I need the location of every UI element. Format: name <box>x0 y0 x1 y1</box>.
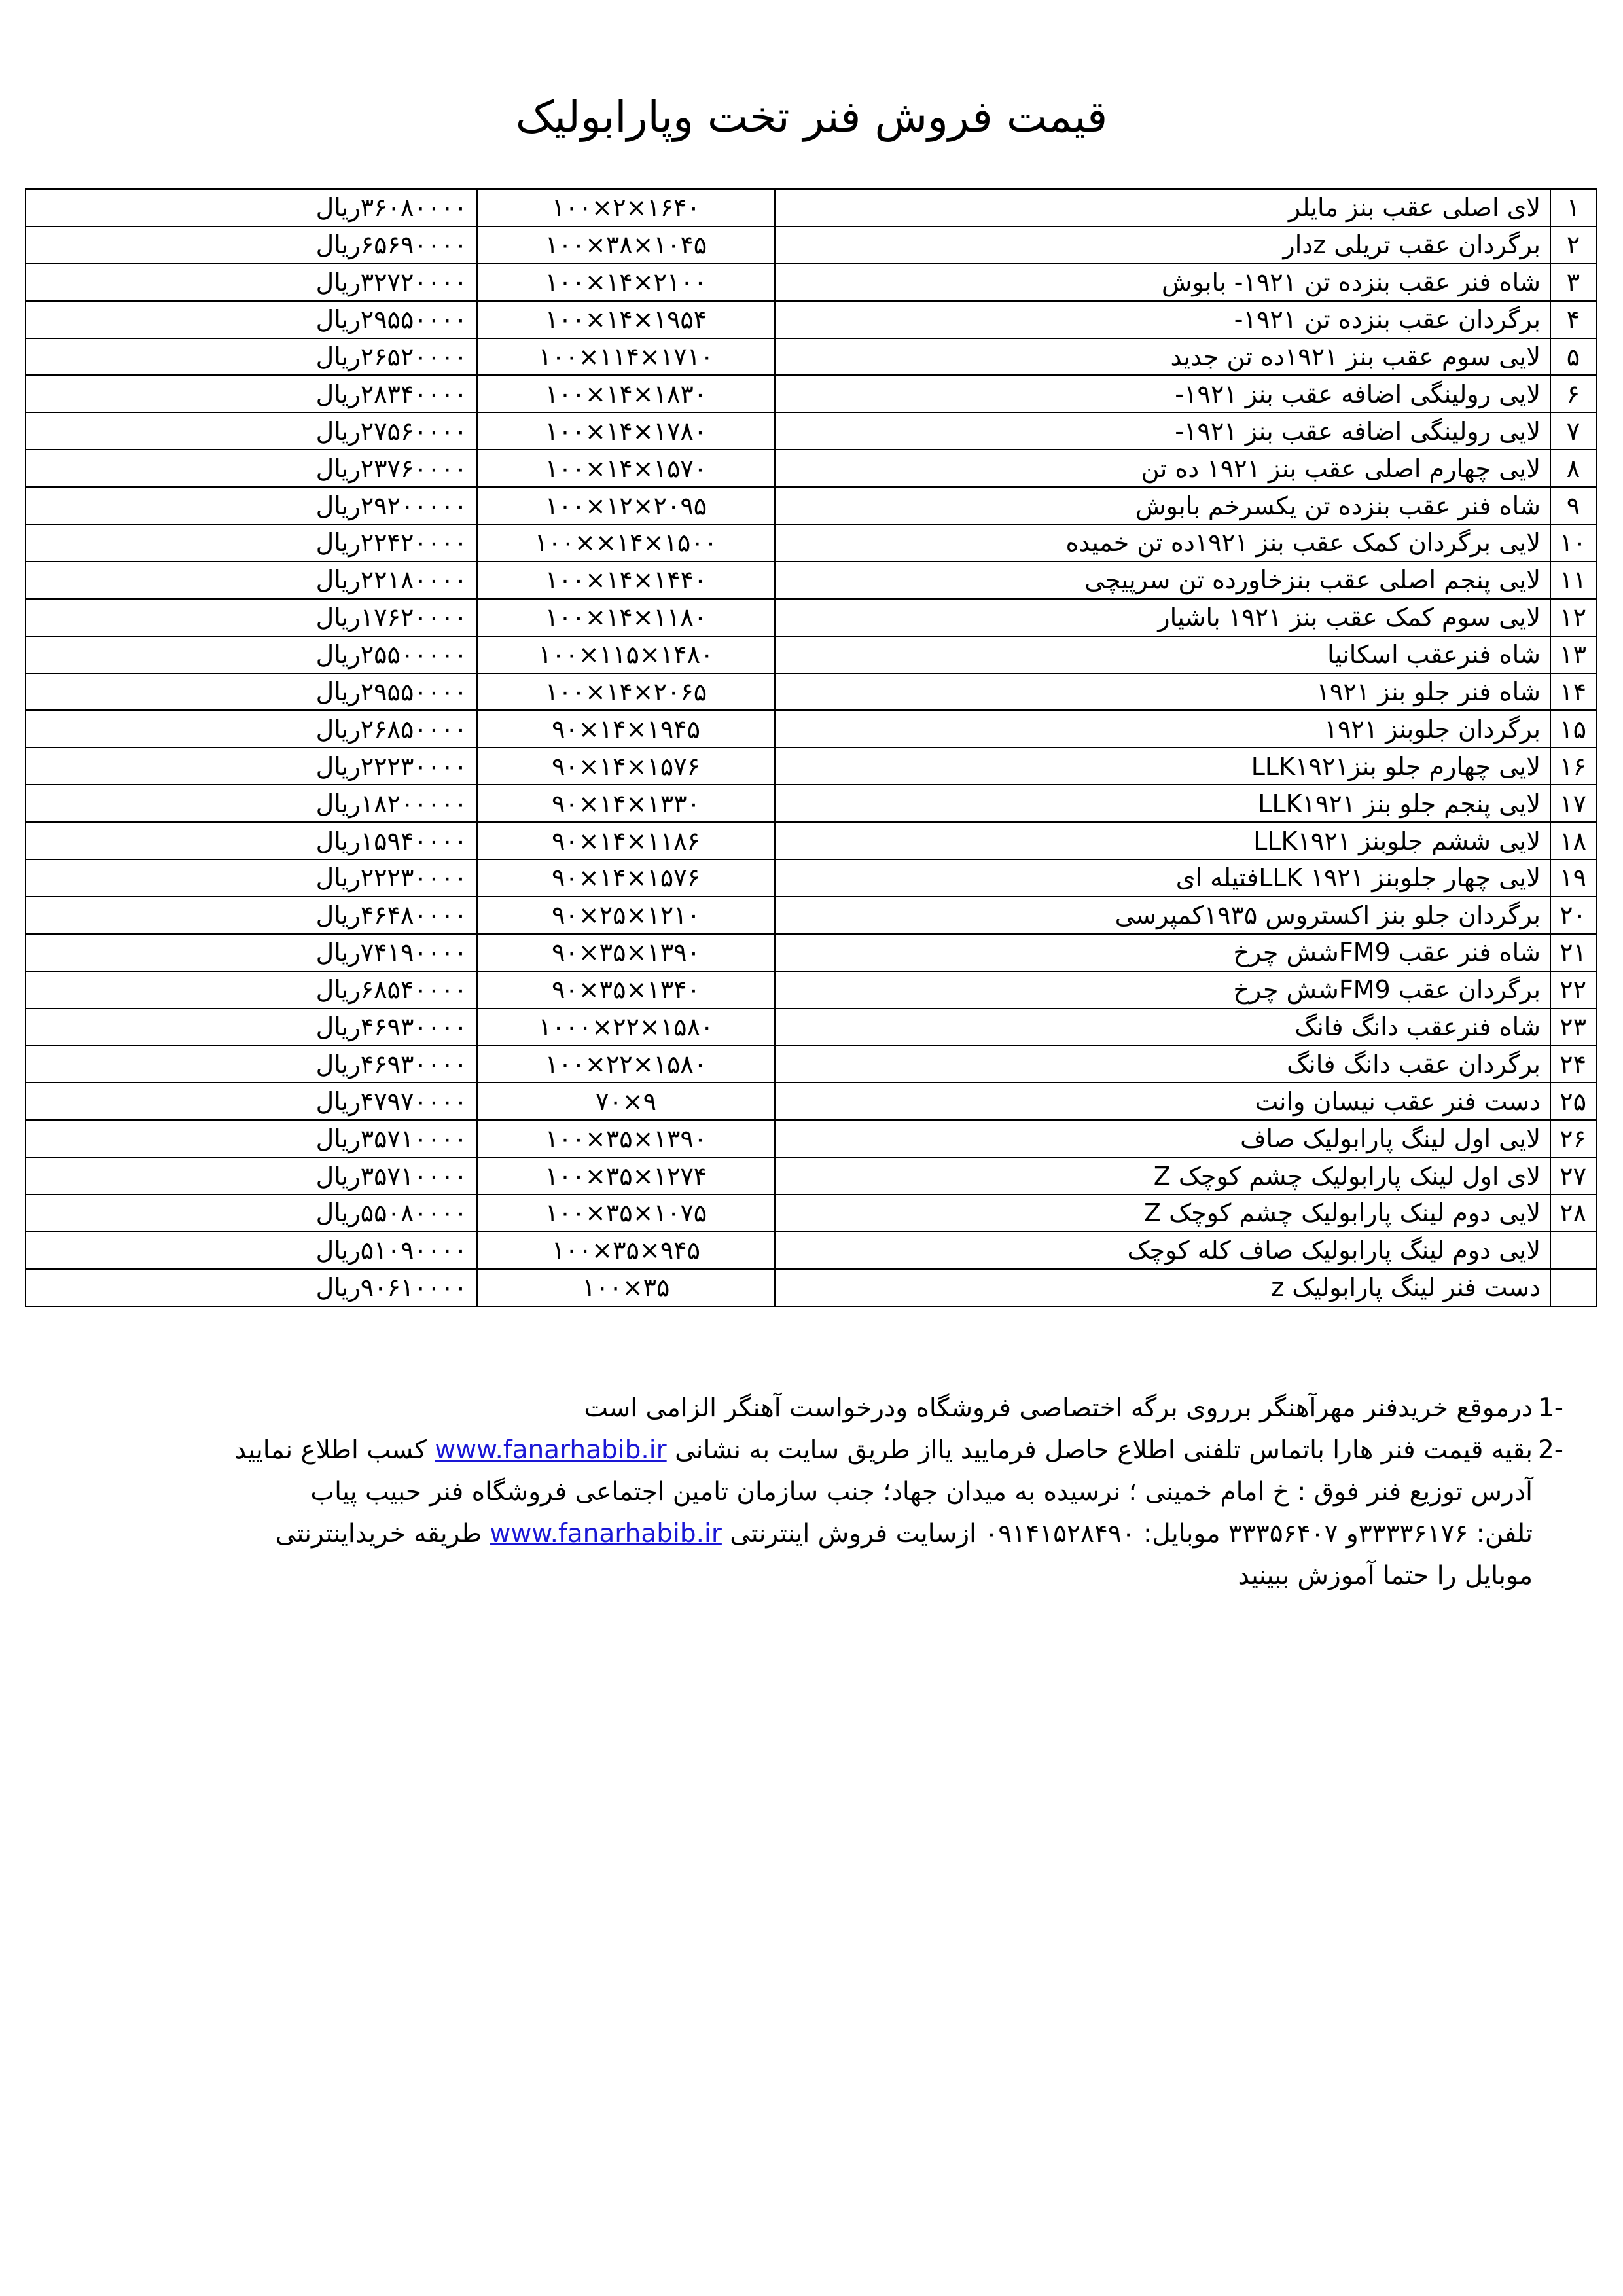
dimensions-cell: ۱۰۰×۱۴×۱۱۸۰ <box>477 599 775 636</box>
product-name-cell: لای اصلی عقب بنز مایلر <box>775 189 1550 226</box>
document-title: قیمت فروش فنر تخت وپارابولیک <box>515 92 1108 142</box>
price-cell: ۲۲۲۳۰۰۰۰ریال <box>26 859 477 897</box>
row-number-cell: ۲۶ <box>1550 1120 1596 1157</box>
dimensions-cell: ۹۰×۱۴×۱۱۸۶ <box>477 822 775 859</box>
dimensions-cell: ۱۰۰×۱۱۵×۱۴۸۰ <box>477 636 775 673</box>
price-cell: ۳۵۷۱۰۰۰۰ریال <box>26 1157 477 1194</box>
product-name-cell: برگردان عقب بنزده تن ۱۹۲۱- <box>775 301 1550 338</box>
price-cell: ۲۵۵۰۰۰۰۰ریال <box>26 636 477 673</box>
table-row <box>26 1009 1596 1046</box>
price-cell: ۴۶۹۳۰۰۰۰ریال <box>26 1045 477 1083</box>
table-row <box>26 1269 1596 1306</box>
table-row <box>26 524 1596 562</box>
dimensions-cell: ۱۰۰×۳۵ <box>477 1269 775 1306</box>
notes-section <box>79 1388 1597 1597</box>
dimensions-cell: ۱۰۰×۳۵×۹۴۵ <box>477 1232 775 1269</box>
price-cell: ۴۶۴۸۰۰۰۰ریال <box>26 897 477 934</box>
row-number-cell <box>1550 1232 1596 1269</box>
table-row <box>26 487 1596 524</box>
row-number-cell: ۸ <box>1550 450 1596 487</box>
dimensions-cell: ۱۰۰۰×۲۲×۱۵۸۰ <box>477 1009 775 1046</box>
price-cell: ۶۵۶۹۰۰۰۰ریال <box>26 226 477 264</box>
table-row <box>26 934 1596 971</box>
website-link[interactable]: www.fanarhabib.ir <box>435 1435 667 1465</box>
row-number-cell: ۱۴ <box>1550 673 1596 711</box>
row-number-cell: ۲۵ <box>1550 1083 1596 1120</box>
price-table-body <box>26 189 1596 1306</box>
last-line <box>79 1555 1597 1597</box>
price-cell: ۳۲۷۲۰۰۰۰ریال <box>26 264 477 301</box>
price-cell: ۲۲۱۸۰۰۰۰ریال <box>26 562 477 599</box>
price-table <box>25 188 1597 1307</box>
dimensions-cell: ۱۰۰×۱۴×۱۵۷۰ <box>477 450 775 487</box>
table-row <box>26 1083 1596 1120</box>
table-row <box>26 1120 1596 1157</box>
dimensions-cell: ۹۰×۲۵×۱۲۱۰ <box>477 897 775 934</box>
price-cell: ۶۸۵۴۰۰۰۰ریال <box>26 971 477 1009</box>
price-cell: ۲۶۸۵۰۰۰۰ریال <box>26 710 477 747</box>
row-number-cell: ۵ <box>1550 338 1596 376</box>
dimensions-cell: ۱۰۰×۳۸×۱۰۴۵ <box>477 226 775 264</box>
dimensions-cell: ۱۰۰×۳۵×۱۲۷۴ <box>477 1157 775 1194</box>
table-row <box>26 226 1596 264</box>
product-name-cell: لایی دوم لینگ پارابولیک صاف کله کوچک <box>775 1232 1550 1269</box>
row-number-cell: ۱۹ <box>1550 859 1596 897</box>
table-row <box>26 562 1596 599</box>
price-cell: ۳۶۰۸۰۰۰۰ریال <box>26 189 477 226</box>
product-name-cell: شاه فنر عقب بنزده تن یکسرخم بابوش <box>775 487 1550 524</box>
table-row <box>26 673 1596 711</box>
product-name-cell: شاه فنرعقب دانگ فانگ <box>775 1009 1550 1046</box>
table-row <box>26 450 1596 487</box>
phones-text: تلفن: ۳۳۳۳۶۱۷۶و ۳۳۳۵۶۴۰۷ موبایل: ۰۹۱۴۱۵۲۸۴۹۰ ازسایت فروش اینترنتی <box>730 1519 1533 1549</box>
product-name-cell: لایی پنجم اصلی عقب بنزخاورده تن سرپیچی <box>775 562 1550 599</box>
row-number-cell: ۱ <box>1550 189 1596 226</box>
product-name-cell: لایی برگردان کمک عقب بنز ۱۹۲۱ده تن خمیده <box>775 524 1550 562</box>
row-number-cell: ۲۲ <box>1550 971 1596 1009</box>
product-name-cell: لایی رولینگی اضافه عقب بنز ۱۹۲۱- <box>775 412 1550 450</box>
dimensions-cell: ۱۰۰×۱۲×۲۰۹۵ <box>477 487 775 524</box>
note-2-marker: 2- <box>1538 1435 1563 1465</box>
table-row <box>26 1194 1596 1232</box>
product-name-cell: لایی دوم لینک پارابولیک چشم کوچک Z <box>775 1194 1550 1232</box>
price-cell: ۷۴۱۹۰۰۰۰ریال <box>26 934 477 971</box>
price-cell: ۲۹۵۵۰۰۰۰ریال <box>26 673 477 711</box>
note-2 <box>79 1429 1597 1471</box>
product-name-cell: لایی سوم کمک عقب بنز ۱۹۲۱ باشیار <box>775 599 1550 636</box>
price-cell: ۲۷۵۶۰۰۰۰ریال <box>26 412 477 450</box>
row-number-cell: ۲۳ <box>1550 1009 1596 1046</box>
dimensions-cell: ۱۰۰×۱۴×۱۴۴۰ <box>477 562 775 599</box>
row-number-cell: ۲۸ <box>1550 1194 1596 1232</box>
product-name-cell: شاه فنر عقب بنزده تن ۱۹۲۱- بابوش <box>775 264 1550 301</box>
row-number-cell: ۶ <box>1550 375 1596 412</box>
note-1-marker: 1- <box>1538 1393 1563 1423</box>
product-name-cell: برگردان عقب دانگ فانگ <box>775 1045 1550 1083</box>
price-cell: ۲۹۵۵۰۰۰۰ریال <box>26 301 477 338</box>
dimensions-cell: ۹۰×۱۴×۱۹۴۵ <box>477 710 775 747</box>
table-row <box>26 599 1596 636</box>
dimensions-cell: ۱۰۰×۳۵×۱۳۹۰ <box>477 1120 775 1157</box>
price-cell: ۲۲۴۲۰۰۰۰ریال <box>26 524 477 562</box>
product-name-cell: شاه فنرعقب اسکانیا <box>775 636 1550 673</box>
phones-line <box>79 1513 1597 1555</box>
table-row <box>26 1232 1596 1269</box>
product-name-cell: برگردان جلو بنز اکستروس ۱۹۳۵کمپرسی <box>775 897 1550 934</box>
dimensions-cell: ۱۰۰×۱۴×۱۷۸۰ <box>477 412 775 450</box>
row-number-cell <box>1550 1269 1596 1306</box>
product-name-cell: برگردان عقب FM9شش چرخ <box>775 971 1550 1009</box>
price-cell: ۲۶۵۲۰۰۰۰ریال <box>26 338 477 376</box>
table-row <box>26 636 1596 673</box>
row-number-cell: ۱۶ <box>1550 747 1596 785</box>
dimensions-cell: ۱۰۰××۱۴×۱۵۰۰ <box>477 524 775 562</box>
row-number-cell: ۳ <box>1550 264 1596 301</box>
price-cell: ۴۶۹۳۰۰۰۰ریال <box>26 1009 477 1046</box>
phones-tail: طریقه خریداینترنتی <box>275 1519 482 1549</box>
row-number-cell: ۲۰ <box>1550 897 1596 934</box>
product-name-cell: لایی چهارم جلو بنزLLK۱۹۲۱ <box>775 747 1550 785</box>
dimensions-cell: ۱۰۰×۲×۱۶۴۰ <box>477 189 775 226</box>
row-number-cell: ۹ <box>1550 487 1596 524</box>
table-row <box>26 1157 1596 1194</box>
price-cell: ۴۷۹۷۰۰۰۰ریال <box>26 1083 477 1120</box>
price-cell: ۲۸۳۴۰۰۰۰ریال <box>26 375 477 412</box>
row-number-cell: ۱۷ <box>1550 785 1596 822</box>
address-text: آدرس توزیع فنر فوق : خ امام خمینی ؛ نرسیده به میدان جهاد؛ جنب سازمان تامین اجتماعی فروشگاه فنر حبیب پیاب <box>310 1477 1533 1507</box>
price-cell: ۲۹۲۰۰۰۰۰ریال <box>26 487 477 524</box>
product-name-cell: برگردان عقب تریلی zدار <box>775 226 1550 264</box>
price-cell: ۲۳۷۶۰۰۰۰ریال <box>26 450 477 487</box>
dimensions-cell: ۱۰۰×۱۴×۱۹۵۴ <box>477 301 775 338</box>
product-name-cell: لای اول لینک پارابولیک چشم کوچک Z <box>775 1157 1550 1194</box>
note-1-text: درموقع خریدفنر مهرآهنگر برروی برگه اختصاصی فروشگاه ودرخواست آهنگر الزامی است <box>584 1393 1533 1423</box>
product-name-cell: لایی رولینگی اضافه عقب بنز ۱۹۲۱- <box>775 375 1550 412</box>
table-row <box>26 785 1596 822</box>
dimensions-cell: ۱۰۰×۱۱۴×۱۷۱۰ <box>477 338 775 376</box>
product-name-cell: لایی پنجم جلو بنز LLK۱۹۲۱ <box>775 785 1550 822</box>
price-cell: ۳۵۷۱۰۰۰۰ریال <box>26 1120 477 1157</box>
row-number-cell: ۲۱ <box>1550 934 1596 971</box>
row-number-cell: ۷ <box>1550 412 1596 450</box>
table-row <box>26 338 1596 376</box>
dimensions-cell: ۱۰۰×۱۴×۱۸۳۰ <box>477 375 775 412</box>
table-row <box>26 264 1596 301</box>
row-number-cell: ۱۲ <box>1550 599 1596 636</box>
dimensions-cell: ۷۰×۹ <box>477 1083 775 1120</box>
price-cell: ۹۰۶۱۰۰۰۰ریال <box>26 1269 477 1306</box>
website-link-2[interactable]: www.fanarhabib.ir <box>490 1519 722 1549</box>
product-name-cell: لایی اول لینگ پارابولیک صاف <box>775 1120 1550 1157</box>
row-number-cell: ۱۳ <box>1550 636 1596 673</box>
row-number-cell: ۱۵ <box>1550 710 1596 747</box>
dimensions-cell: ۱۰۰×۳۵×۱۰۷۵ <box>477 1194 775 1232</box>
table-row <box>26 301 1596 338</box>
price-cell: ۵۵۰۸۰۰۰۰ریال <box>26 1194 477 1232</box>
table-row <box>26 189 1596 226</box>
price-cell: ۱۵۹۴۰۰۰۰ریال <box>26 822 477 859</box>
note-2-text-b: کسب اطلاع نمایید <box>234 1435 427 1465</box>
table-row <box>26 1045 1596 1083</box>
table-row <box>26 859 1596 897</box>
row-number-cell: ۱۱ <box>1550 562 1596 599</box>
row-number-cell: ۴ <box>1550 301 1596 338</box>
table-row <box>26 375 1596 412</box>
row-number-cell: ۱۰ <box>1550 524 1596 562</box>
table-row <box>26 710 1596 747</box>
last-line-text: موبایل را حتما آموزش ببینید <box>1238 1561 1533 1590</box>
row-number-cell: ۲ <box>1550 226 1596 264</box>
row-number-cell: ۲۴ <box>1550 1045 1596 1083</box>
dimensions-cell: ۱۰۰×۱۴×۲۰۶۵ <box>477 673 775 711</box>
note-2-text <box>235 1429 1538 1471</box>
dimensions-cell: ۱۰۰×۱۴×۲۱۰۰ <box>477 264 775 301</box>
row-number-cell: ۲۷ <box>1550 1157 1596 1194</box>
dimensions-cell: ۹۰×۱۴×۱۳۳۰ <box>477 785 775 822</box>
price-cell: ۱۸۲۰۰۰۰۰ریال <box>26 785 477 822</box>
table-row <box>26 971 1596 1009</box>
product-name-cell: دست فنر عقب نیسان وانت <box>775 1083 1550 1120</box>
table-row <box>26 747 1596 785</box>
product-name-cell: دست فنر لینگ پارابولیک z <box>775 1269 1550 1306</box>
dimensions-cell: ۹۰×۳۵×۱۳۴۰ <box>477 971 775 1009</box>
row-number-cell: ۱۸ <box>1550 822 1596 859</box>
price-cell: ۵۱۰۹۰۰۰۰ریال <box>26 1232 477 1269</box>
product-name-cell: شاه فنر عقب FM9شش چرخ <box>775 934 1550 971</box>
price-cell: ۱۷۶۲۰۰۰۰ریال <box>26 599 477 636</box>
table-row <box>26 897 1596 934</box>
table-row <box>26 412 1596 450</box>
dimensions-cell: ۹۰×۱۴×۱۵۷۶ <box>477 859 775 897</box>
note-2-text-a: بقیه قیمت فنر هارا باتماس تلفنی اطلاع حاصل فرمایید یااز طریق سایت به نشانی <box>675 1435 1533 1465</box>
table-row <box>26 822 1596 859</box>
dimensions-cell: ۹۰×۱۴×۱۵۷۶ <box>477 747 775 785</box>
note-1 <box>79 1388 1597 1429</box>
product-name-cell: برگردان جلوبنز ۱۹۲۱ <box>775 710 1550 747</box>
product-name-cell: لایی سوم عقب بنز ۱۹۲۱ده تن جدید <box>775 338 1550 376</box>
dimensions-cell: ۱۰۰×۲۲×۱۵۸۰ <box>477 1045 775 1083</box>
product-name-cell: لایی چهار جلوبنز ۱۹۲۱ LLKفتیله ای <box>775 859 1550 897</box>
product-name-cell: لایی چهارم اصلی عقب بنز ۱۹۲۱ ده تن <box>775 450 1550 487</box>
dimensions-cell: ۹۰×۳۵×۱۳۹۰ <box>477 934 775 971</box>
price-cell: ۲۲۲۳۰۰۰۰ریال <box>26 747 477 785</box>
product-name-cell: لایی ششم جلوبنز LLK۱۹۲۱ <box>775 822 1550 859</box>
product-name-cell: شاه فنر جلو بنز ۱۹۲۱ <box>775 673 1550 711</box>
address-line <box>79 1471 1597 1513</box>
